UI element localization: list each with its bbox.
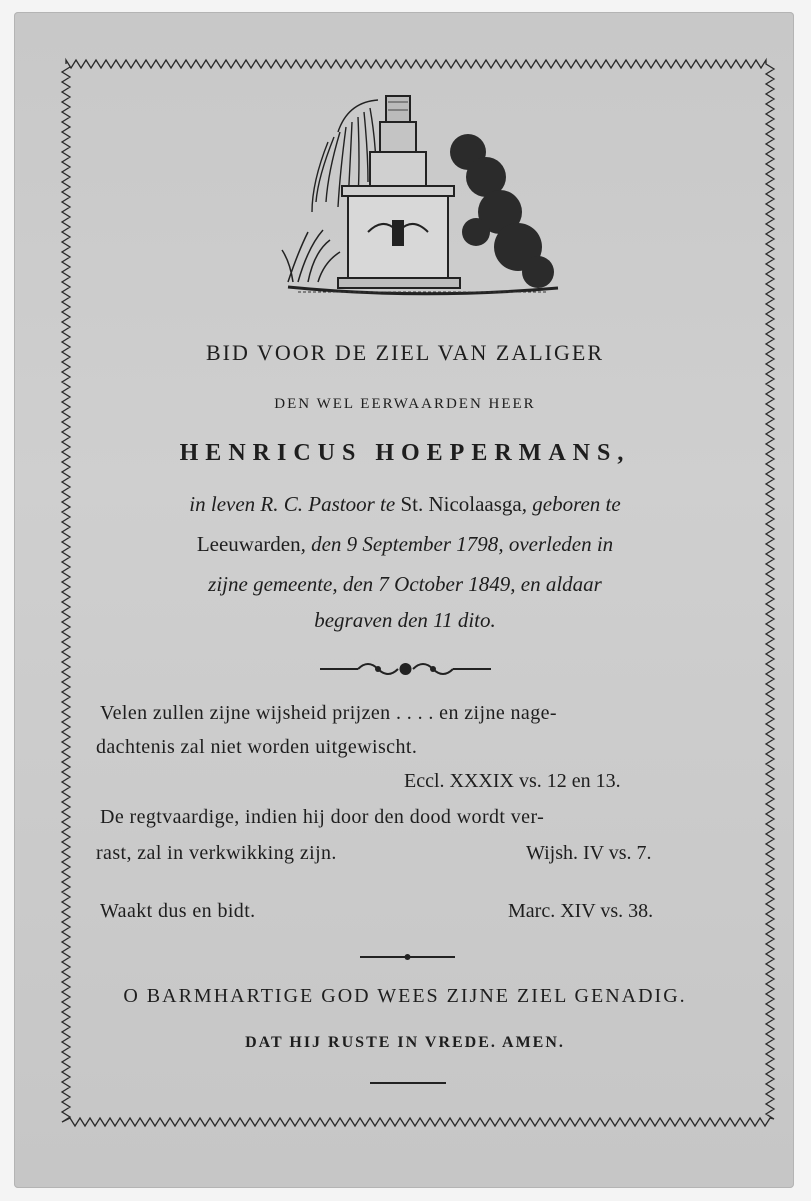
bio-place: Leeuwarden (196, 532, 301, 556)
closing-prayer: O BARMHARTIGE GOD WEES ZIJNE ZIEL GENADIG. (123, 985, 687, 1007)
verse-2-line-1: De regtvaardige, indien hij door den dood wordt ver- (100, 806, 545, 828)
burial-line: begraven den 11 dito. (314, 608, 496, 632)
tomb-illustration (268, 82, 568, 312)
verse-1-line-2: dachtenis zal niet worden uitgewischt. (96, 736, 418, 758)
verse-2-reference: Wijsh. IV vs. 7. (526, 842, 652, 864)
bio-text: , overleden in (498, 532, 614, 556)
prayer-heading: BID VOOR DE ZIEL VAN ZALIGER (206, 340, 604, 365)
small-divider (360, 950, 455, 964)
verse-1-reference: Eccl. XXXIX vs. 12 en 13. (404, 770, 621, 792)
bio-line-2 (60, 532, 750, 557)
birth-date: , den 9 September 1798 (300, 532, 499, 556)
ornament-divider (318, 655, 493, 683)
bio-text: , geboren te (521, 492, 621, 516)
bio-line-1 (60, 492, 750, 517)
verse-3-reference: Marc. XIV vs. 38. (508, 900, 654, 922)
verse-2-line-2: rast, zal in verkwikking zijn. (96, 842, 337, 864)
bio-text: , en aldaar (510, 572, 602, 596)
bio-text: zijne gemeente (208, 572, 333, 596)
deceased-name: HENRICUS HOEPERMANS, (179, 440, 631, 466)
end-rule (370, 1082, 446, 1084)
verse-3-line-1: Waakt dus en bidt. (100, 900, 256, 922)
bio-line-3 (60, 572, 750, 597)
closing-amen: DAT HIJ RUSTE IN VREDE. AMEN. (245, 1034, 565, 1051)
bio-place: St. Nicolaasga (395, 492, 522, 516)
bio-text: in leven R. C. Pastoor te (189, 492, 396, 516)
death-date: , den 7 October 1849 (332, 572, 511, 596)
honorific-heading: DEN WEL EERWAARDEN HEER (274, 396, 536, 412)
verse-1-line-1: Velen zullen zijne wijsheid prijzen . . . . en zijne nage- (100, 702, 557, 724)
